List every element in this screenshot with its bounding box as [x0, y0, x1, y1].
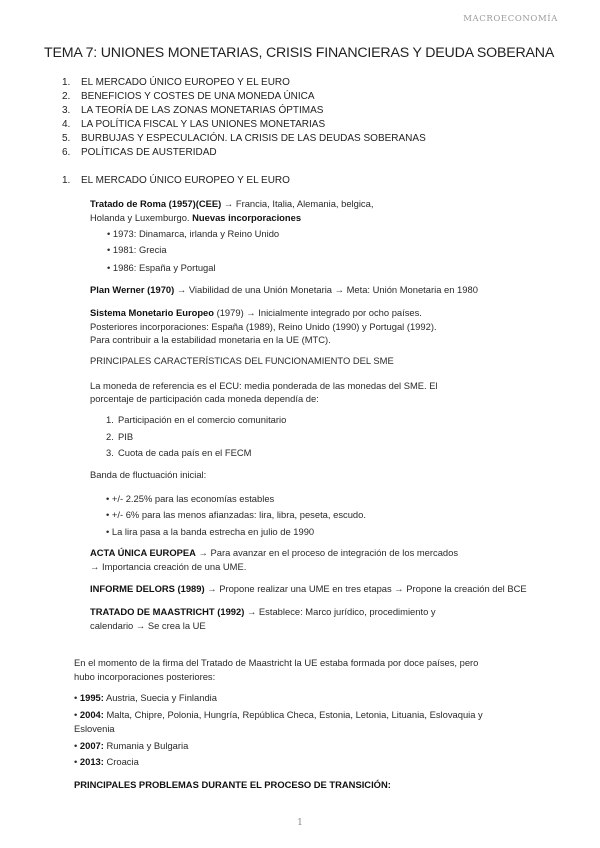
banda-label: Banda de fluctuación inicial:	[90, 469, 207, 480]
page-number: 1	[297, 818, 303, 828]
werner-paragraph: Plan Werner (1970) → Viabilidad de una Unión Monetaria → Meta: Unión Monetaria en 1980	[90, 284, 478, 295]
sme-characteristics-heading: PRINCIPALES CARACTERÍSTICAS DEL FUNCIONAMIENTO DEL SME	[90, 355, 394, 366]
banda-bullet-item: • La lira pasa a la banda estrecha en julio de 1990	[106, 526, 314, 537]
section-heading: 1. EL MERCADO ÚNICO EUROPEO Y EL EURO	[62, 175, 290, 186]
roma-bullet-item: • 1981: Grecia	[107, 244, 167, 255]
ecu-list-item: 1. Participación en el comercio comunitario	[106, 414, 287, 425]
maastricht-paragraph-line2: calendario → Se crea la UE	[90, 620, 206, 631]
firma-paragraph-line1: En el momento de la firma del Tratado de Maastricht la UE estaba formada por doce países, pero	[74, 657, 479, 668]
incorporation-item: • 1995: Austria, Suecia y Finlandia	[74, 692, 217, 703]
toc-item: 3. LA TEORÍA DE LAS ZONAS MONETARIAS ÓPTIMAS	[62, 105, 324, 116]
toc-item: 2. BENEFICIOS Y COSTES DE UNA MONEDA ÚNICA	[62, 91, 315, 102]
toc-item: 5. BURBUJAS Y ESPECULACIÓN. LA CRISIS DE LAS DEUDAS SOBERANAS	[62, 133, 426, 144]
header-subject-tag: MACROECONOMÍA	[463, 14, 558, 24]
roma-paragraph-line2: Holanda y Luxemburgo. Nuevas incorporaciones	[90, 212, 302, 223]
acta-paragraph-line2: → Importancia creación de una UME.	[90, 561, 247, 572]
incorporation-item: • 2007: Rumania y Bulgaria	[74, 740, 189, 751]
firma-paragraph-line2: hubo incorporaciones posteriores:	[74, 671, 216, 682]
roma-bullet-item: • 1986: España y Portugal	[107, 262, 216, 273]
ecu-paragraph-line2: porcentaje de participación cada moneda dependía de:	[90, 393, 319, 404]
banda-bullet-item: • +/- 2.25% para las economías estables	[106, 493, 274, 504]
sme-paragraph-line3: Para contribuir a la estabilidad monetaria en la UE (MTC).	[90, 334, 331, 345]
banda-bullet-item: • +/- 6% para las menos afianzadas: lira, libra, peseta, escudo.	[106, 509, 366, 520]
ecu-list-item: 3. Cuota de cada país en el FECM	[106, 447, 252, 458]
roma-paragraph-line1: Tratado de Roma (1957)(CEE) → Francia, Italia, Alemania, belgica,	[90, 198, 374, 209]
toc-item: 4. LA POLÍTICA FISCAL Y LAS UNIONES MONETARIAS	[62, 119, 326, 130]
incorporation-item: • 2013: Croacia	[74, 756, 139, 767]
toc-item: 6. POLÍTICAS DE AUSTERIDAD	[62, 147, 217, 158]
incorporation-item: • 2004: Malta, Chipre, Polonia, Hungría, República Checa, Estonia, Letonia, Lituania, Eslovaquia y	[74, 709, 483, 720]
ecu-paragraph-line1: La moneda de referencia es el ECU: media ponderada de las monedas del SME. El	[90, 380, 438, 391]
roma-bullet-item: • 1973: Dinamarca, irlanda y Reino Unido	[107, 228, 279, 239]
problems-heading: PRINCIPALES PROBLEMAS DURANTE EL PROCESO DE TRANSICIÓN:	[74, 779, 391, 790]
toc-item: 1. EL MERCADO ÚNICO EUROPEO Y EL EURO	[62, 77, 290, 88]
sme-paragraph-line2: Posteriores incorporaciones: España (1989), Reino Unido (1990) y Portugal (1992).	[90, 321, 437, 332]
maastricht-paragraph-line1: TRATADO DE MAASTRICHT (1992) → Establece: Marco jurídico, procedimiento y	[90, 606, 436, 617]
acta-paragraph-line1: ACTA ÚNICA EUROPEA → Para avanzar en el proceso de integración de los mercados	[90, 547, 459, 558]
incorporation-item-continuation: Eslovenia	[74, 723, 115, 734]
sme-paragraph-line1: Sistema Monetario Europeo (1979) → Inicialmente integrado por ocho países.	[90, 307, 422, 318]
page-title: TEMA 7: UNIONES MONETARIAS, CRISIS FINANCIERAS Y DEUDA SOBERANA	[44, 45, 555, 61]
ecu-list-item: 2. PIB	[106, 431, 134, 442]
delors-paragraph: INFORME DELORS (1989) → Propone realizar una UME en tres etapas → Propone la creación del BCE	[90, 583, 527, 594]
